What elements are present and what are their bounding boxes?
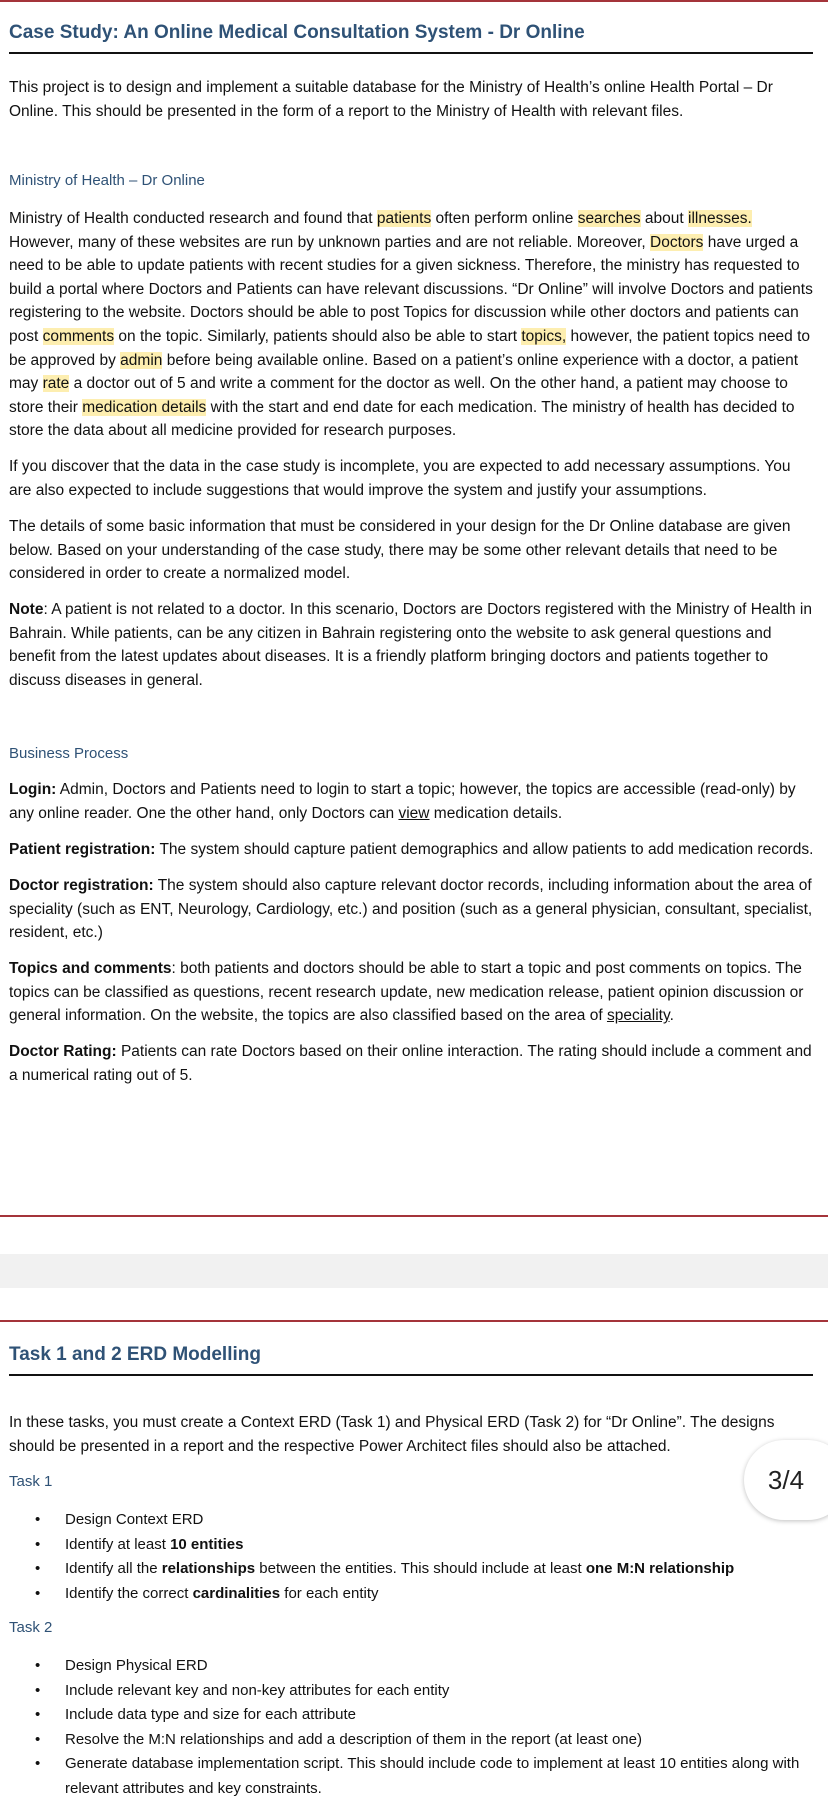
doctor-rating-paragraph: Doctor Rating: Patients can rate Doctors based on their online interaction. The rating should include a comment and a numerical rating out of 5. — [9, 1043, 812, 1084]
section-heading-business-process: Business Process — [9, 745, 129, 762]
page-bottom-border — [0, 1215, 828, 1217]
list-item: • Design Context ERD — [35, 1511, 204, 1528]
page-indicator[interactable] — [744, 1440, 828, 1520]
underlined-view: view — [398, 804, 430, 822]
topics-comments-label: Topics and comments — [9, 960, 172, 977]
highlight-admin: admin — [120, 351, 163, 369]
highlight-rate: rate — [42, 375, 70, 393]
note-label: Note — [9, 601, 44, 618]
note-paragraph: Note: A patient is not related to a doctor. In this scenario, Doctors are Doctors registered with the Ministry of Health in Bahrain. While patients, can be any citizen in Bahrain registering onto the website to ask general questions and benefit from the latest updates about diseases. It is a friendly platform bringing doctors and patients together to discuss diseases in general. — [9, 601, 812, 689]
page-indicator-label: 3/4 — [767, 1464, 805, 1495]
document-title: Case Study: An Online Medical Consultation System - Dr Online — [9, 22, 585, 43]
highlight-illnesses: illnesses. — [688, 210, 752, 227]
page2-top-border — [0, 1320, 828, 1322]
document-page-2 — [0, 1320, 828, 1804]
list-item: • Design Physical ERD — [35, 1657, 208, 1674]
list-item: • Identify at least 10 entities — [35, 1535, 244, 1553]
list-item: • Identify all the relationships between the entities. This should include at least one M:N relationship — [35, 1560, 735, 1578]
task2-heading: Task 2 — [9, 1619, 53, 1636]
patient-registration-paragraph: Patient registration: The system should capture patient demographics and allow patients to add medication records. — [9, 841, 814, 858]
task-intro-paragraph: In these tasks, you must create a Context ERD (Task 1) and Physical ERD (Task 2) for “Dr Online”. The designs should be presented in a report and the respective Power Architect files should also be attached. — [9, 1414, 775, 1455]
section-heading-ministry: Ministry of Health – Dr Online — [9, 172, 205, 189]
task2-list — [9, 1654, 817, 1802]
assumptions-paragraph: If you discover that the data in the case study is incomplete, you are expected to add necessary assumptions. You are also expected to include suggestions that would improve the system and justify your assumptions. — [9, 458, 791, 499]
list-item: • Include data type and size for each attribute — [35, 1706, 357, 1724]
highlight-comments: comments — [42, 327, 115, 345]
page2-title-bar — [9, 1344, 813, 1376]
details-paragraph: The details of some basic information that must be considered in your design for the Dr Online database are given below. Based on your understanding of the case study, there may be some other relevant details that need to be considered in order to create a normalized model. — [9, 518, 791, 583]
task-title: Task 1 and 2 ERD Modelling — [9, 1344, 261, 1365]
page-top-border — [0, 0, 828, 2]
intro-paragraph: This project is to design and implement a suitable database for the Ministry of Health’s online Health Portal – Dr Online. This should be presented in the form of a report to the Ministry of Health with relevant files. — [9, 79, 773, 120]
doctor-registration-label: Doctor registration: — [9, 877, 154, 894]
list-item: • Resolve the M:N relationships and add a description of them in the report (at least one) — [35, 1730, 642, 1748]
topics-comments-paragraph: Topics and comments: both patients and doctors should be able to start a topic and post comments on topics. The topics can be classified as questions, recent research update, new medication release, patient opinion discussion or general information. On the website, the topics are also classified based on the area of speciality. — [9, 960, 804, 1025]
page-gap — [0, 1254, 828, 1288]
highlight-searches: searches — [577, 210, 641, 227]
doctor-rating-label: Doctor Rating: — [9, 1043, 117, 1060]
highlight-topics: topics, — [521, 327, 567, 345]
list-item: • Generate database implementation script. This should include code to implement at least 10 entities along with relevant attributes and key constraints. — [35, 1755, 800, 1797]
login-label: Login: — [9, 781, 57, 798]
underlined-speciality: speciality — [606, 1007, 670, 1025]
list-item: • Identify the correct cardinalities for each entity — [35, 1584, 379, 1602]
list-item: • Include relevant key and non-key attributes for each entity — [35, 1681, 450, 1699]
task1-heading: Task 1 — [9, 1473, 53, 1490]
login-paragraph: Login: Admin, Doctors and Patients need to login to start a topic; however, the topics are accessible (read-only) by any online reader. One the other hand, only Doctors can view medication details. — [9, 781, 796, 822]
ministry-paragraph: Ministry of Health conducted research and found that patients often perform online searches about illnesses. However, many of these websites are run by unknown parties and are not reliable. Moreover, Doctors have urged a need to be able to update patients with recent studies for a given sickness. Therefore, the ministry has requested to build a portal where Doctors and Patients can have relevant discussions. “Dr Online” will involve Doctors and patients registering to the website. Doctors should be able to post Topics for discussion while other doctors and patients can post comments on the topic. Similarly, patients should also be able to start topics, however, the patient topics need to be approved by admin before being available online. Based on a patient’s online experience with a doctor, a patient may rate a doctor out of 5 and write a comment for the doctor as well. On the other hand, a patient may choose to store their medication details with the start and end date for each medication. The ministry of health has decided to store the data about all medicine provided for research purposes. — [9, 210, 813, 440]
patient-registration-label: Patient registration: — [9, 841, 156, 858]
highlight-medication-details: medication details — [82, 398, 207, 416]
doctor-registration-paragraph: Doctor registration: The system should also capture relevant doctor records, including information about the area of speciality (such as ENT, Neurology, Cardiology, etc.) and position (such as a general physician, consultant, specialist, resident, etc.) — [9, 877, 813, 942]
highlight-doctors: Doctors — [650, 233, 704, 251]
task1-list — [9, 1508, 817, 1606]
highlight-patients: patients — [376, 210, 432, 227]
page1-title-bar — [9, 22, 813, 54]
